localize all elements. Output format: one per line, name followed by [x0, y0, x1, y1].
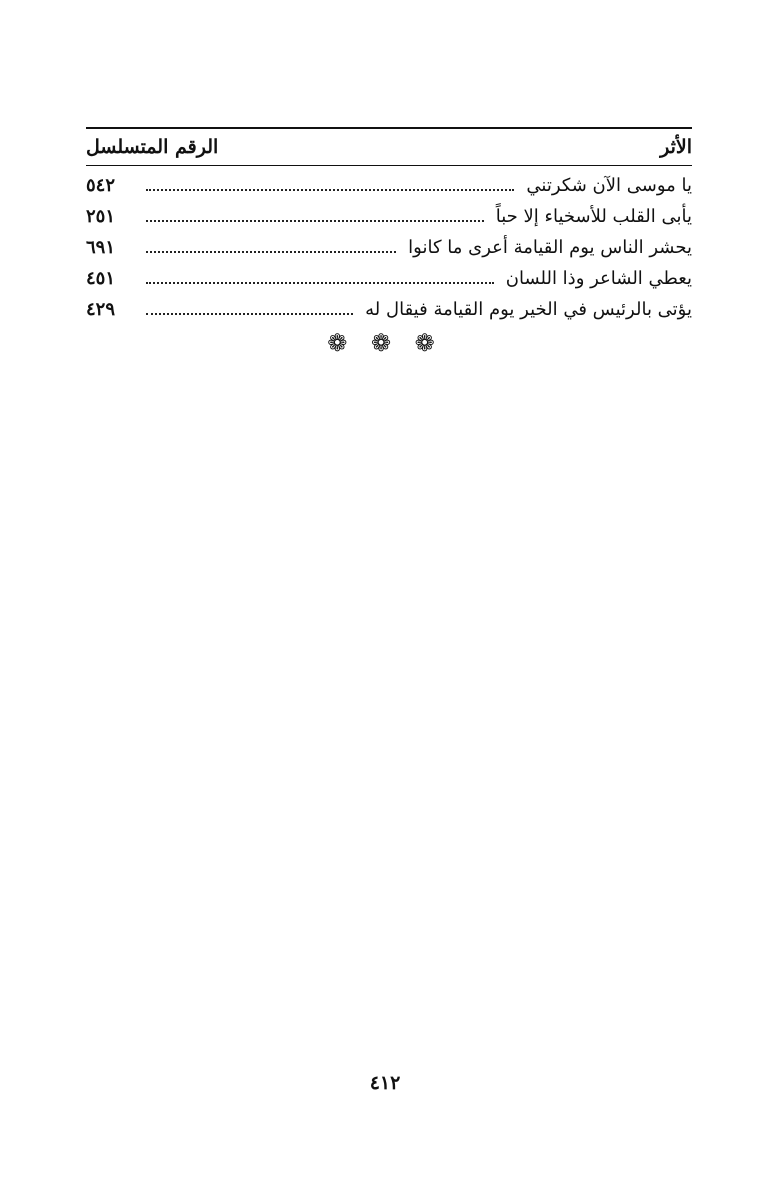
entry-number: ٢٥١: [86, 206, 116, 227]
entry-number: ٦٩١: [86, 237, 116, 258]
entry-number: ٤٥١: [86, 268, 116, 289]
dot-leader: [146, 282, 494, 284]
index-table: [86, 127, 692, 325]
dot-leader: [146, 313, 353, 315]
list-item: [86, 263, 692, 294]
list-item: [86, 232, 692, 263]
header-title: الأثر: [660, 136, 692, 158]
entry-text: يأبى القلب للأسخياء إلا حباً: [495, 206, 692, 227]
entry-text: يعطي الشاعر وذا اللسان: [505, 268, 692, 289]
table-header: [86, 129, 692, 165]
header-serial-number: الرقم المتسلسل: [86, 136, 219, 158]
entry-text: يؤتى بالرئيس في الخير يوم القيامة فيقال له: [365, 299, 692, 320]
header-rule: [86, 165, 692, 166]
entry-number: ٤٢٩: [86, 299, 116, 320]
dot-leader: [146, 220, 484, 222]
list-item: [86, 201, 692, 232]
list-item: [86, 170, 692, 201]
list-item: [86, 294, 692, 325]
page-number: ٤١٢: [369, 1072, 401, 1094]
entry-number: ٥٤٢: [86, 175, 116, 196]
flower-ornament-icon: ❁ ❁ ❁: [327, 329, 443, 357]
dot-leader: [146, 189, 514, 191]
dot-leader: [146, 251, 396, 253]
entries-list: [86, 170, 692, 325]
entry-text: يا موسى الآن شكرتني: [526, 175, 692, 196]
entry-text: يحشر الناس يوم القيامة أعرى ما كانوا: [408, 237, 692, 258]
